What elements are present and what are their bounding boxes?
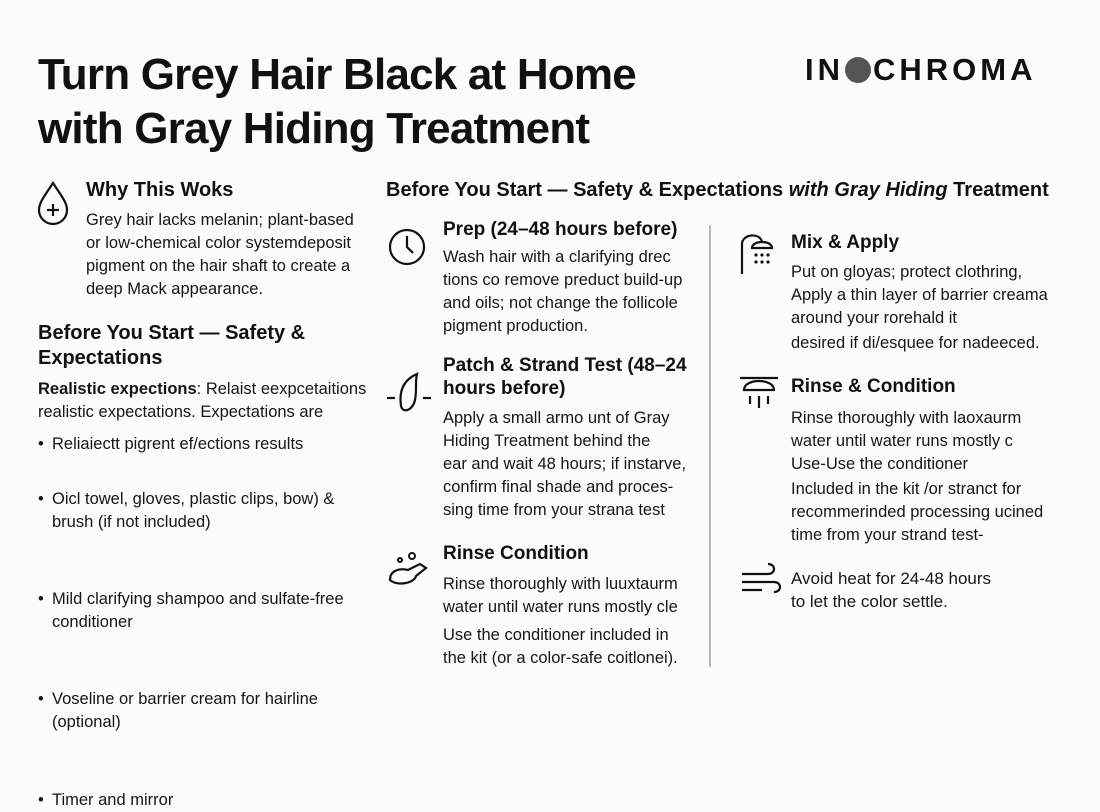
section-heading-italic: with Gray Hiding — [788, 179, 948, 201]
column-divider — [709, 225, 711, 667]
expectations-text: : Relaist eexpcetaitions realistic expectations. Expectations are — [38, 380, 367, 421]
rinse-condition-right-text: Rinse thoroughly with laoxaurm water until water runs mostly c Use-Use the conditioner — [791, 409, 1022, 473]
drop-plus-icon — [36, 180, 70, 226]
logo-text-left: IN — [805, 52, 844, 87]
rinse-condition-right-text-2: Included in the kit /or stranct for recommerinded processing ucined time from your strand test- — [791, 480, 1044, 544]
strand-icon — [385, 370, 433, 416]
list-item: • Mild clarifying shampoo and sulfate-free conditioner — [38, 588, 382, 634]
why-text: Grey hair lacks melanin; plant-based or low-chemical color systemdeposit pigment on the hair shaft to create a deep Mack appearance. — [86, 211, 354, 298]
page-title: Turn Grey Hair Black at Home with Gray Hiding Treatment — [38, 50, 636, 153]
mix-apply-text: Put on gloyas; protect clothring, Apply a thin layer of barrier creama around your rorehald it — [791, 263, 1048, 327]
prep-text: Wash hair with a clarifying drec tions co remove preduct build-up and oils; not change the follicole pigment production. — [443, 248, 683, 335]
section-heading — [386, 178, 1049, 203]
logo-text-right: CHROMA — [873, 52, 1037, 87]
why-heading: Why This Woks — [86, 179, 234, 201]
rinse-condition-right-heading: Rinse & Condition — [791, 376, 956, 397]
rinse-condition-text-2: Use the conditioner included in the kit (or a color-safe coitlonei). — [443, 626, 678, 667]
list-item: • Timer and mirror — [38, 789, 382, 812]
rinse-condition-text: Rinse thoroughly with luuxtaurm water until water runs mostly cle — [443, 575, 678, 616]
shower-head-icon — [738, 372, 780, 414]
patch-heading: Patch & Strand Test (48–24 hours before) — [443, 355, 687, 399]
avoid-heat-text: Avoid heat for 24-48 hours to let the color settle. — [791, 569, 992, 611]
list-item: • Reliaiectt pigrent ef/ections results — [38, 433, 382, 456]
expectations-intro — [38, 378, 368, 424]
before-heading: Before You Start — Safety & Expectations — [38, 322, 306, 369]
logo-dot-icon — [845, 57, 871, 83]
shower-icon — [738, 228, 780, 276]
mix-apply-heading: Mix & Apply — [791, 232, 900, 253]
prep-heading: Prep (24–48 hours before) — [443, 219, 678, 240]
rinse-condition-heading: Rinse Condition — [443, 543, 589, 564]
mix-apply-text-2: desired if di/esquee for nadeeced. — [791, 334, 1040, 352]
clock-icon — [387, 227, 427, 267]
heat-wind-icon — [738, 560, 784, 600]
list-item: • Oicl towel, gloves, plastic clips, bow) & brush (if not included) — [38, 488, 382, 534]
patch-text: Apply a small armo unt of Gray Hiding Treatment behind the ear and wait 48 hours; if instarve, confirm final shade and proces- sing time from your strana test — [443, 409, 687, 519]
bottle-icon — [386, 548, 432, 588]
expectations-label: Realistic expections — [38, 380, 197, 398]
section-heading-part1: Before You Start — Safety & Expectations — [386, 179, 789, 201]
list-item: • Voseline or barrier cream for hairline (optional) — [38, 688, 382, 734]
section-heading-part2: Treatment — [947, 179, 1049, 201]
brand-logo — [805, 52, 1037, 88]
